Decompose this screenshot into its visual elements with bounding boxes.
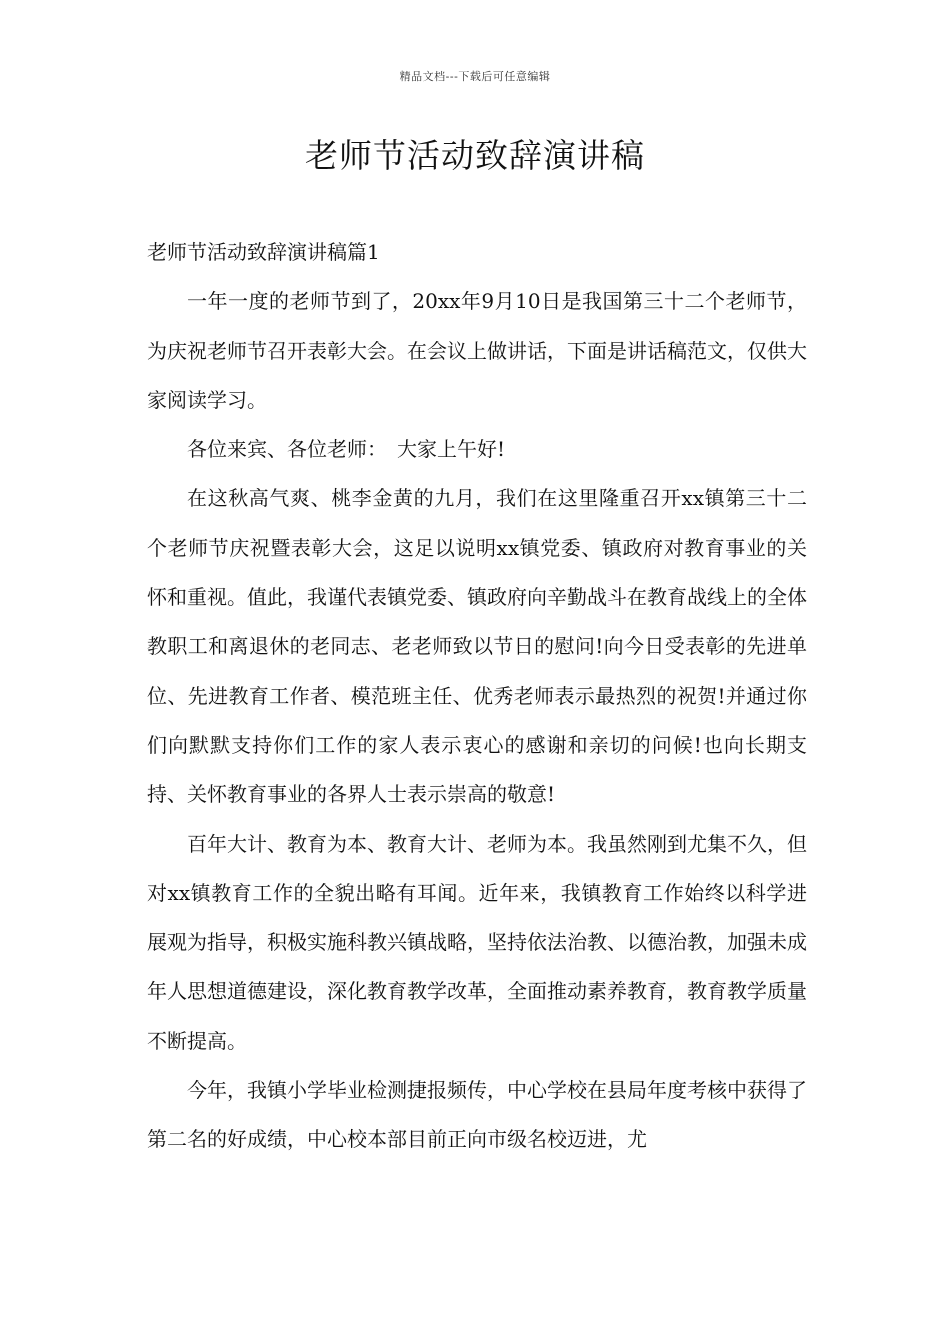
header-note: 精品文档---下载后可任意编辑 bbox=[399, 70, 551, 83]
document-body bbox=[147, 228, 807, 1165]
paragraph-celebration: 在这秋高气爽、桃李金黄的九月，我们在这里隆重召开xx镇第三十二个老师节庆祝暨表彰大会，这足以说明xx镇党委、镇政府对教育事业的关怀和重视。值此，我谨代表镇党委、镇政府向辛勤战斗在教育战线上的全体教职工和离退休的老同志、老老师致以节日的慰问!向今日受表彰的先进单位、先进教育工作者、模范班主任、优秀老师表示最热烈的祝贺!并通过你们向默默支持你们工作的家人表示衷心的感谢和亲切的问候!也向长期支持、关怀教育事业的各界人士表示崇高的敬意! bbox=[147, 486, 807, 807]
paragraph-intro: 一年一度的老师节到了，20xx年9月10日是我国第三十二个老师节，为庆祝老师节召开表彰大会。在会议上做讲话，下面是讲话稿范文，仅供大家阅读学习。 bbox=[147, 289, 807, 412]
paragraph-education: 百年大计、教育为本、教育大计、老师为本。我虽然刚到尤集不久，但对xx镇教育工作的全貌出略有耳闻。近年来，我镇教育工作始终以科学进展观为指导，积极实施科教兴镇战略，坚持依法治教、以德治教，加强未成年人思想道德建设，深化教育教学改革，全面推动素养教育，教育教学质量不断提高。 bbox=[147, 831, 807, 1053]
document-title: 老师节活动致辞演讲稿 bbox=[305, 136, 645, 175]
paragraph-greeting: 各位来宾、各位老师： 大家上午好! bbox=[187, 437, 506, 462]
paragraph-achievements: 今年，我镇小学毕业检测捷报频传，中心学校在县局年度考核中获得了第二名的好成绩，中心校本部目前正向市级名校迈进，尤 bbox=[147, 1078, 807, 1152]
section-heading: 老师节活动致辞演讲稿篇1 bbox=[147, 240, 380, 264]
